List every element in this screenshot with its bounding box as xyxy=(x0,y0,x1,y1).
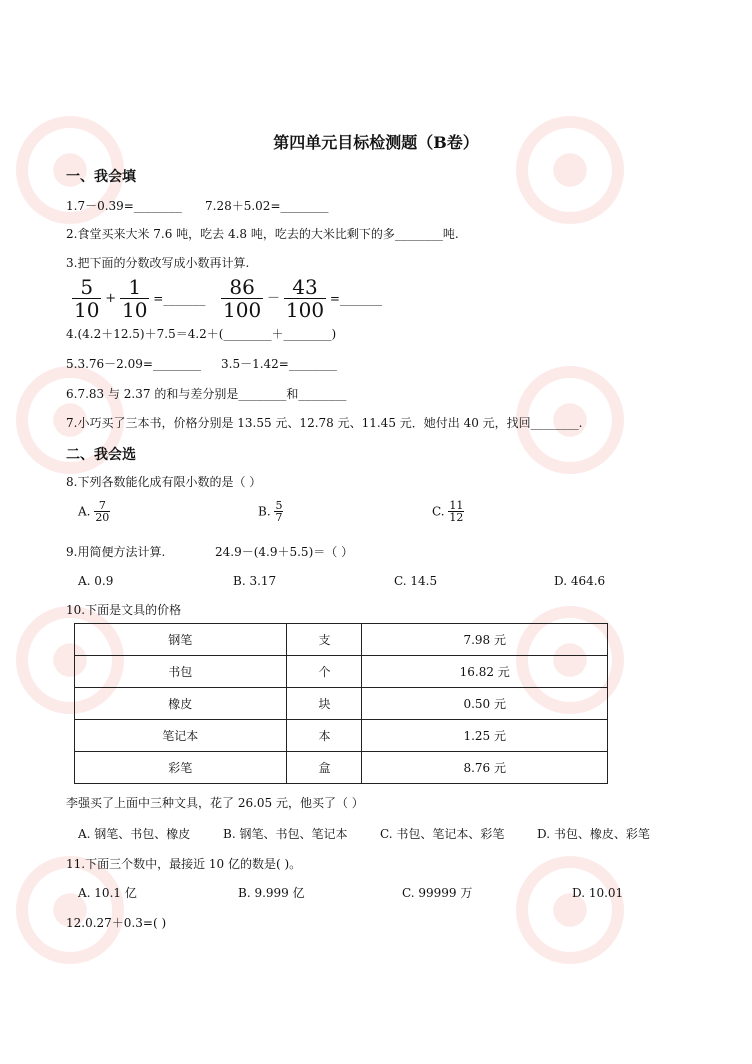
question-11: 11.下面三个数中，最接近 10 亿的数是( )。 xyxy=(66,857,302,871)
option-10b: B. 钢笔、书包、笔记本 xyxy=(223,827,348,841)
question-10: 10.下面是文具的价格 xyxy=(66,603,182,617)
option-10d: D. 书包、橡皮、彩笔 xyxy=(537,827,650,841)
fraction: $\frac{5}{10}$ xyxy=(74,275,100,322)
option-9c: C. 14.5 xyxy=(394,574,438,588)
question-3-fractions: $\frac{5}{10}$ + $\frac{1}{10}$ =_______ $\frac{86}{100}$ － $\frac{43}{100}$ =_______ xyxy=(74,275,382,322)
table-cell: 彩笔 xyxy=(75,752,287,784)
table-row xyxy=(75,752,608,784)
fraction: $\frac{43}{100}$ xyxy=(285,275,325,322)
fraction: $\frac{1}{10}$ xyxy=(122,275,148,322)
table-cell: 橡皮 xyxy=(75,688,287,720)
price-table xyxy=(74,623,608,784)
table-row xyxy=(75,656,608,688)
option-9b: B. 3.17 xyxy=(233,574,277,588)
option-8a: A. $\frac{7}{20}$ xyxy=(78,499,110,524)
option-9a: A. 0.9 xyxy=(78,574,114,588)
question-5a: 5.3.76－2.09=________ xyxy=(66,357,201,371)
question-1b: 7.28＋5.02=________ xyxy=(205,199,329,213)
fraction: $\frac{11}{12}$ xyxy=(449,499,464,524)
table-cell: 盒 xyxy=(286,752,362,784)
table-cell: 0.50 元 xyxy=(362,688,608,720)
table-row xyxy=(75,720,608,752)
watermark-logo-icon xyxy=(510,110,630,230)
option-8c: C. $\frac{11}{12}$ xyxy=(432,499,464,524)
option-8b: B. $\frac{5}{7}$ xyxy=(258,499,283,524)
question-3: 3.把下面的分数改写成小数再计算. xyxy=(66,256,250,270)
question-1a: 1.7－0.39=________ xyxy=(66,199,182,213)
question-10-followup: 李强买了上面中三种文具，花了 26.05 元，他买了（ ） xyxy=(66,796,364,810)
option-10c: C. 书包、笔记本、彩笔 xyxy=(380,827,505,841)
section-heading-choose: 二、我会选 xyxy=(66,447,136,463)
watermark-logo-icon xyxy=(510,850,630,970)
table-cell: 7.98 元 xyxy=(362,624,608,656)
option-11a: A. 10.1 亿 xyxy=(78,886,137,900)
fraction: $\frac{7}{20}$ xyxy=(95,499,110,524)
table-cell: 个 xyxy=(286,656,362,688)
table-cell: 8.76 元 xyxy=(362,752,608,784)
question-2: 2.食堂买来大米 7.6 吨，吃去 4.8 吨，吃去的大米比剩下的多________吨. xyxy=(66,227,459,241)
option-11d: D. 10.01 xyxy=(572,886,624,900)
question-7: 7.小巧买了三本书，价格分别是 13.55 元、12.78 元、11.45 元．她付出 40 元，找回________. xyxy=(66,416,583,430)
question-12: 12.0.27＋0.3=( ) xyxy=(66,916,167,930)
section-heading-fill: 一、我会填 xyxy=(66,169,136,185)
table-cell: 本 xyxy=(286,720,362,752)
table-row xyxy=(75,688,608,720)
page-title: 第四单元目标检测题（B卷） xyxy=(273,133,479,152)
table-cell: 钢笔 xyxy=(75,624,287,656)
question-5b: 3.5－1.42=________ xyxy=(221,357,337,371)
option-9d: D. 464.6 xyxy=(554,574,606,588)
option-11c: C. 99999 万 xyxy=(402,886,473,900)
table-cell: 1.25 元 xyxy=(362,720,608,752)
table-cell: 块 xyxy=(286,688,362,720)
question-6: 6.7.83 与 2.37 的和与差分别是________和________ xyxy=(66,387,347,401)
table-cell: 支 xyxy=(286,624,362,656)
option-10a: A. 钢笔、书包、橡皮 xyxy=(78,827,191,841)
fraction: $\frac{5}{7}$ xyxy=(275,499,283,524)
table-cell: 笔记本 xyxy=(75,720,287,752)
question-9: 9.用简便方法计算. xyxy=(66,545,166,559)
fraction: $\frac{86}{100}$ xyxy=(223,275,262,322)
table-row xyxy=(75,624,608,656)
question-4: 4.(4.2＋12.5)＋7.5＝4.2＋(________＋________) xyxy=(66,327,337,341)
table-cell: 16.82 元 xyxy=(362,656,608,688)
option-11b: B. 9.999 亿 xyxy=(238,886,305,900)
question-8: 8.下列各数能化成有限小数的是（ ） xyxy=(66,475,262,489)
table-cell: 书包 xyxy=(75,656,287,688)
question-9-expression: 24.9－(4.9＋5.5)＝（ ） xyxy=(215,545,354,559)
